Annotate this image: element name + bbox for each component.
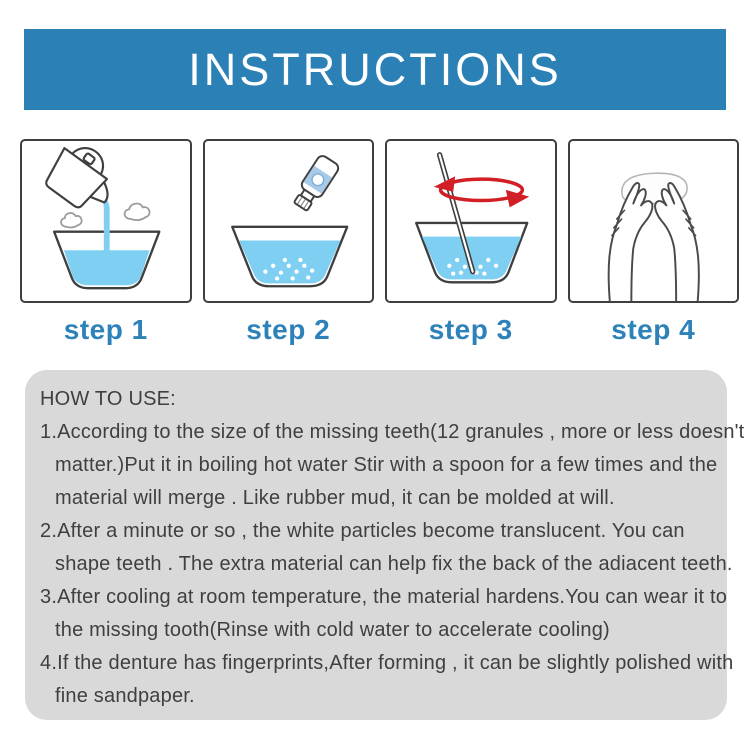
instruction-line: material will merge . Like rubber mud, it can be molded at will. bbox=[55, 487, 615, 509]
step-2-label: step 2 bbox=[246, 314, 331, 345]
instruction-line: 3.After cooling at room temperature, the material hardens.You can wear it to bbox=[40, 586, 728, 608]
howto-list bbox=[40, 416, 745, 713]
instruction-line: 1.According to the size of the missing teeth(12 granules , more or less doesn't bbox=[40, 421, 745, 443]
instruction-line: 2.After a minute or so , the white particles become translucent. You can bbox=[40, 520, 685, 542]
bottle-adding-granules-to-bowl-icon bbox=[205, 141, 373, 301]
instruction-line: 4.If the denture has fingerprints,After forming , it can be slightly polished with bbox=[40, 652, 734, 674]
step-3-label: step 3 bbox=[428, 314, 513, 345]
page-title: INSTRUCTIONS bbox=[188, 43, 562, 95]
step-1-label: step 1 bbox=[63, 314, 148, 345]
instruction-line: shape teeth . The extra material can help fix the back of the adiacent teeth. bbox=[55, 553, 733, 575]
instruction-line: the missing tooth(Rinse with cold water to accelerate cooling) bbox=[55, 619, 610, 641]
step-labels-row bbox=[20, 314, 739, 346]
step-4-label: step 4 bbox=[611, 314, 696, 345]
instruction-item bbox=[40, 416, 745, 515]
instruction-line: matter.)Put it in boiling hot water Stir with a spoon for a few times and the bbox=[55, 454, 718, 476]
header-banner bbox=[24, 29, 726, 110]
step-2-illustration bbox=[203, 139, 375, 303]
stirring-bowl-with-stick-icon bbox=[387, 141, 555, 301]
instruction-item bbox=[40, 647, 734, 713]
instruction-line: fine sandpaper. bbox=[55, 685, 195, 707]
kettle-pouring-water-into-bowl-icon bbox=[22, 141, 190, 301]
hands-molding-material-icon bbox=[570, 141, 738, 301]
how-to-use-panel bbox=[25, 370, 745, 720]
instruction-item bbox=[40, 515, 733, 581]
steps-row bbox=[20, 139, 739, 303]
step-4-illustration bbox=[568, 139, 740, 303]
step-3-illustration bbox=[385, 139, 557, 303]
how-to-use-title: HOW TO USE: bbox=[40, 388, 176, 410]
instruction-item bbox=[40, 581, 728, 647]
step-1-illustration bbox=[20, 139, 192, 303]
